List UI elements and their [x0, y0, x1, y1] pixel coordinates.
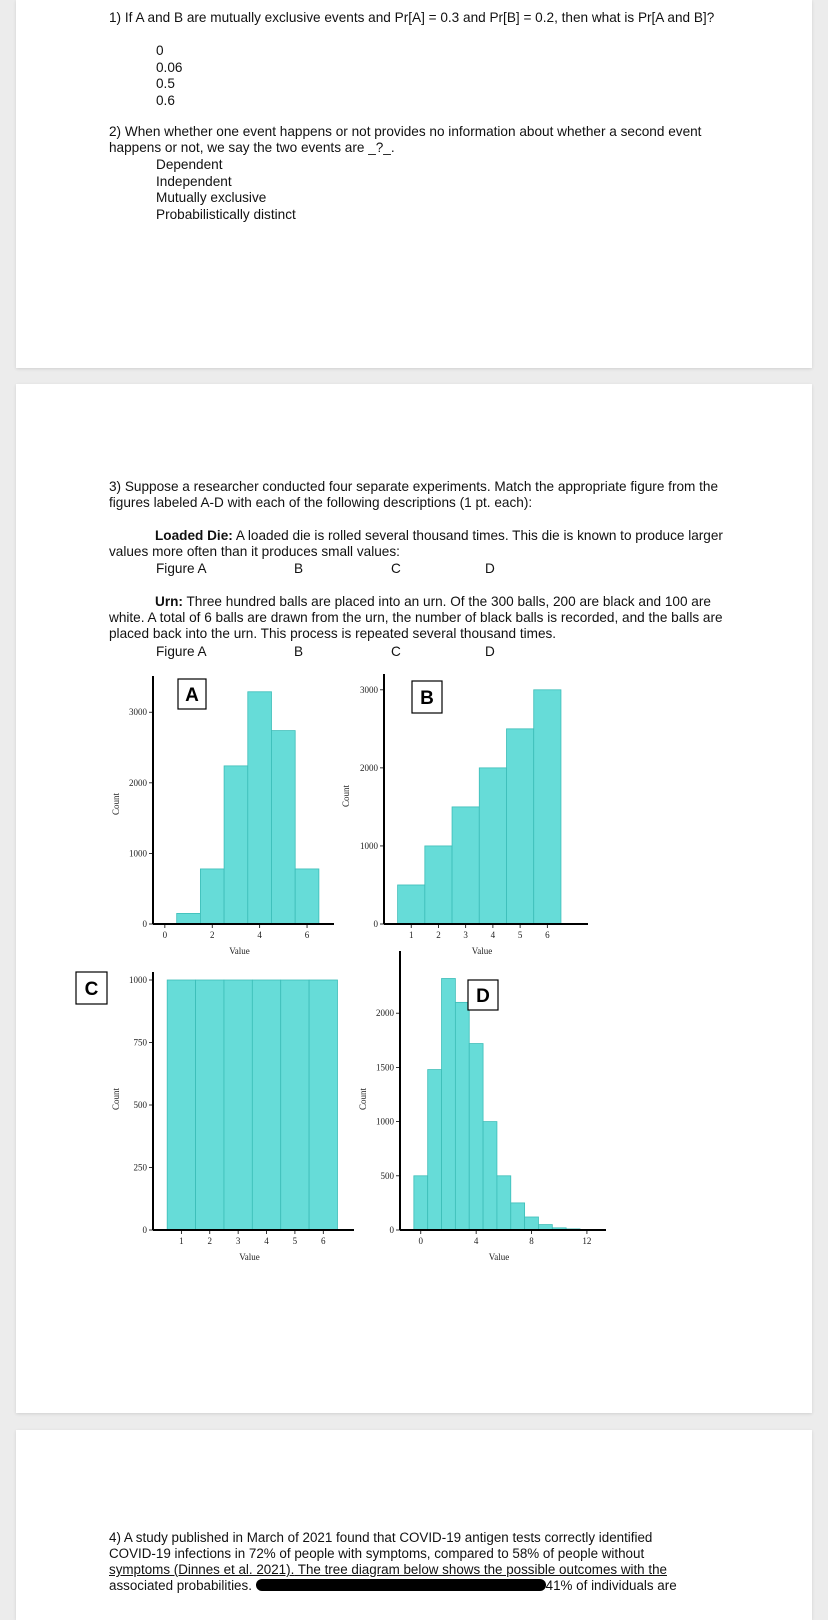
question-1-options: [156, 43, 182, 109]
x-tick-label: 6: [304, 930, 310, 940]
page-1: [16, 0, 812, 368]
q4-line: 4) A study published in March of 2021 found that COVID-19 antigen tests correctly identified: [109, 1530, 653, 1545]
x-tick-label: 4: [490, 930, 496, 940]
choice-b[interactable]: B: [294, 561, 304, 576]
x-axis-title: Value: [488, 1252, 510, 1262]
choice-d[interactable]: D: [485, 644, 495, 659]
choice-figure-a[interactable]: Figure A: [156, 644, 207, 659]
histogram-bar: [200, 869, 224, 924]
figure-label: A: [185, 685, 199, 706]
urn-title: Urn:: [155, 594, 183, 609]
x-tick-label: 8: [529, 1236, 534, 1246]
y-axis-title: Count: [358, 1087, 368, 1111]
y-tick-label: 2000: [360, 762, 378, 773]
histogram-bar: [224, 766, 248, 924]
y-axis-title: Count: [111, 792, 121, 816]
redaction-mark: [256, 1579, 546, 1591]
q4-line-text: 41% of individuals are: [545, 1578, 677, 1593]
histogram-bar: [511, 1203, 525, 1230]
question-3-intro: 3) Suppose a researcher conducted four separate experiments. Match the appropriate figure from the figures labeled A-D with each of the following descriptions (1 pt. each):: [109, 479, 719, 510]
y-tick-label: 3000: [360, 684, 378, 695]
y-tick-label: 2000: [129, 777, 147, 788]
histogram-bar: [497, 1176, 511, 1230]
q1-option[interactable]: 0.5: [156, 76, 175, 91]
histogram-bar: [177, 913, 201, 924]
question-2-options: [156, 157, 296, 223]
histogram-bar: [425, 846, 452, 924]
y-tick-label: 0: [389, 1225, 394, 1235]
histogram-figures: [16, 384, 812, 1413]
y-tick-label: 1000: [360, 840, 378, 851]
histogram-bar: [271, 731, 295, 924]
question-2-text: 2) When whether one event happens or not provides no information about whether a second event happens or not, we say the two events are _?_.: [109, 124, 702, 155]
y-tick-label: 0: [142, 919, 147, 929]
x-tick-label: 3: [235, 1236, 241, 1246]
q1-option[interactable]: 0: [156, 43, 164, 58]
figure-label: C: [84, 979, 99, 1000]
x-tick-label: 3: [463, 930, 468, 940]
q2-option[interactable]: Dependent: [156, 157, 223, 172]
q2-option[interactable]: Independent: [156, 173, 232, 189]
x-tick-label: 12: [582, 1236, 592, 1246]
q4-line-text: associated probabilities.: [109, 1578, 252, 1593]
histogram-bar: [309, 980, 337, 1230]
page-2: [16, 384, 812, 1413]
y-tick-label: 2000: [376, 1008, 394, 1019]
y-tick-label: 1000: [129, 848, 147, 859]
histogram-bar: [507, 729, 534, 924]
y-tick-label: 500: [380, 1170, 394, 1181]
x-axis-title: Value: [471, 946, 493, 956]
citation: symptoms (Dinnes et al. 2021).: [109, 1562, 295, 1577]
question-4-text: [109, 1530, 749, 1594]
q2-option[interactable]: Mutually exclusive: [156, 190, 267, 205]
y-tick-label: 250: [133, 1162, 147, 1173]
histogram-bar: [428, 1070, 442, 1230]
histogram-bar: [295, 869, 319, 924]
choice-figure-a[interactable]: Figure A: [156, 561, 207, 576]
q1-option[interactable]: 0.06: [156, 59, 183, 75]
x-axis-title: Value: [239, 1252, 260, 1262]
y-tick-label: 750: [133, 1037, 147, 1048]
page-3: [16, 1430, 812, 1620]
choice-c[interactable]: C: [391, 644, 401, 659]
histogram-bar: [281, 980, 309, 1230]
histogram-bar: [252, 980, 280, 1230]
histogram-bar: [534, 690, 561, 924]
histogram-bar: [452, 807, 479, 924]
x-tick-label: 4: [473, 1236, 479, 1246]
x-tick-label: 1: [179, 1236, 184, 1246]
histogram-bar: [469, 1044, 483, 1230]
y-tick-label: 1000: [376, 1116, 394, 1127]
urn-text: Three hundred balls are placed into an urn. Of the 300 balls, 200 are black and 100 are white. A total of 6 balls are drawn from the urn, the number of black balls is recorded, and the balls are placed back into the urn. This process is repeated several thousand times.: [109, 594, 723, 641]
histogram-bar: [196, 980, 224, 1230]
histogram-bar: [414, 1176, 428, 1230]
q1-option[interactable]: 0.6: [156, 92, 175, 108]
histogram-bar: [442, 979, 456, 1230]
q2-option[interactable]: Probabilistically distinct: [156, 206, 296, 222]
loaded-die-title: Loaded Die:: [155, 528, 233, 543]
x-axis-title: Value: [229, 946, 250, 956]
x-tick-label: 6: [545, 930, 550, 940]
histogram-bar: [224, 980, 252, 1230]
figure-label: D: [476, 986, 490, 1007]
loaded-die-text: A loaded die is rolled several thousand times. This die is known to produce larger values more often than it produces small values:: [109, 528, 723, 559]
x-tick-label: 4: [257, 930, 262, 940]
histogram-bar: [248, 692, 272, 924]
y-tick-label: 0: [373, 919, 378, 929]
q4-line: COVID-19 infections in 72% of people with symptoms, compared to 58% of people without: [109, 1546, 645, 1561]
x-tick-label: 2: [436, 930, 441, 940]
q4-line: [109, 1578, 749, 1594]
y-axis-title: Count: [111, 1087, 121, 1111]
question-1-text: 1) If A and B are mutually exclusive events and Pr[A] = 0.3 and Pr[B] = 0.2, then what is Pr[A and B]?: [109, 10, 715, 25]
histogram-bar: [479, 768, 506, 924]
x-tick-label: 1: [408, 930, 414, 940]
x-tick-label: 6: [321, 1236, 326, 1246]
figure-label: B: [420, 688, 434, 709]
x-tick-label: 4: [264, 1236, 269, 1246]
y-tick-label: 1500: [376, 1062, 394, 1073]
histogram-bar: [398, 885, 425, 924]
y-tick-label: 3000: [129, 707, 147, 718]
x-tick-label: 5: [292, 1236, 298, 1246]
choice-b[interactable]: B: [294, 644, 304, 659]
x-tick-label: 0: [418, 1236, 424, 1246]
q4-line-text: The tree diagram below shows the possible outcomes with the: [294, 1562, 667, 1577]
histogram-bar: [455, 1002, 469, 1230]
y-tick-label: 0: [142, 1225, 147, 1235]
q4-line: [109, 1562, 749, 1578]
x-tick-label: 2: [207, 1236, 213, 1246]
x-tick-label: 2: [209, 930, 215, 940]
choice-c[interactable]: C: [391, 561, 401, 576]
choice-d[interactable]: D: [485, 561, 495, 576]
y-axis-title: Count: [341, 784, 351, 808]
histogram-bar: [167, 980, 195, 1230]
y-tick-label: 500: [133, 1100, 147, 1110]
x-tick-label: 0: [162, 930, 168, 940]
histogram-bar: [483, 1122, 497, 1230]
x-tick-label: 5: [517, 930, 523, 940]
y-tick-label: 1000: [129, 975, 147, 985]
histogram-bar: [525, 1217, 539, 1230]
